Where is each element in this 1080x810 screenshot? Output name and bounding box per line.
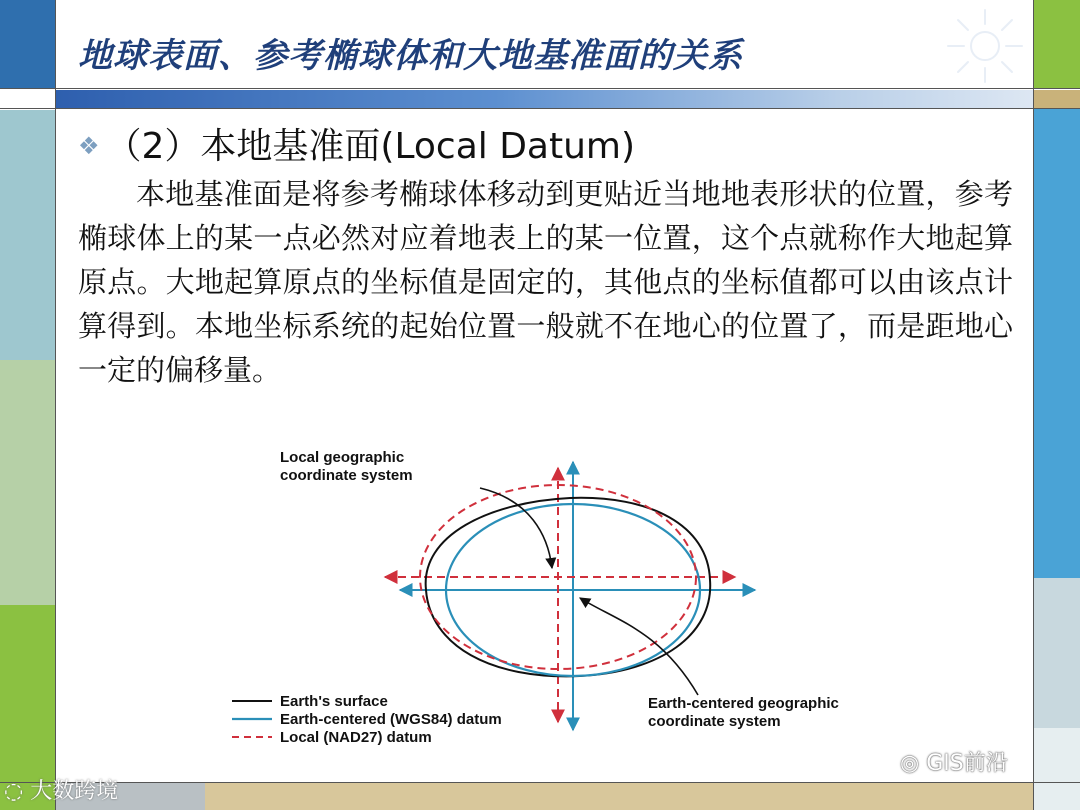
earth-system-pointer	[580, 598, 698, 695]
frame-block-right-pale	[1033, 728, 1080, 810]
frame-block-left-green	[0, 360, 55, 605]
title-strip-accent	[1033, 90, 1080, 108]
wechat-icon: ◎	[900, 751, 920, 776]
frame-line-right	[1033, 0, 1034, 810]
frame-block-bottom-tan	[205, 782, 1033, 810]
title-gradient-strip	[55, 90, 1033, 108]
page-title: 地球表面、参考椭球体和大地基准面的关系	[78, 36, 743, 76]
frame-block-left-teal	[0, 110, 55, 360]
watermark-brand-text: 大数跨境	[30, 779, 119, 804]
frame-line-left	[55, 0, 56, 810]
frame-block-right-gray	[1033, 578, 1080, 728]
brand-logo-icon: ◌	[4, 779, 24, 804]
body-paragraph: 本地基准面是将参考椭球体移动到更贴近当地地表形状的位置，参考椭球体上的某一点必然对应着地表上的某一位置，这个点就称作大地起算原点。大地起算原点的坐标值是固定的，其他点的坐标值都可以由该点计算得到。本地坐标系统的起始位置一般就不在地心的位置了，而是距地心一定的偏移量。	[78, 177, 1013, 387]
frame-block-right-blue	[1033, 108, 1080, 578]
datum-diagram	[230, 440, 890, 780]
legend-label-nad27: Local (NAD27) datum	[280, 729, 432, 746]
diagram-legend	[232, 693, 502, 746]
watermark-gis-text: GIS前沿	[926, 751, 1008, 776]
frame-line-under-strip	[0, 108, 1080, 109]
earth-system-label-line2: coordinate system	[648, 713, 781, 730]
legend-label-wgs84: Earth-centered (WGS84) datum	[280, 711, 502, 728]
frame-line-bottom	[0, 782, 1080, 783]
legend-label-earth-surface: Earth's surface	[280, 693, 388, 710]
diamond-bullet-icon: ❖	[78, 132, 100, 160]
frame-line-top	[0, 88, 1080, 89]
local-system-label-line1: Local geographic	[280, 449, 405, 466]
sun-icon	[940, 6, 1030, 86]
watermark-brand	[4, 774, 118, 805]
frame-block-right-green	[1033, 0, 1080, 88]
watermark-gis	[900, 746, 1008, 777]
local-system-label-line2: coordinate system	[280, 467, 413, 484]
section-heading-text: （2）本地基准面(Local Datum)	[105, 126, 636, 167]
section-heading	[78, 118, 635, 169]
earth-surface-outline	[426, 498, 711, 677]
frame-block-left-top	[0, 0, 55, 88]
earth-system-label-line1: Earth-centered geographic	[648, 695, 839, 712]
